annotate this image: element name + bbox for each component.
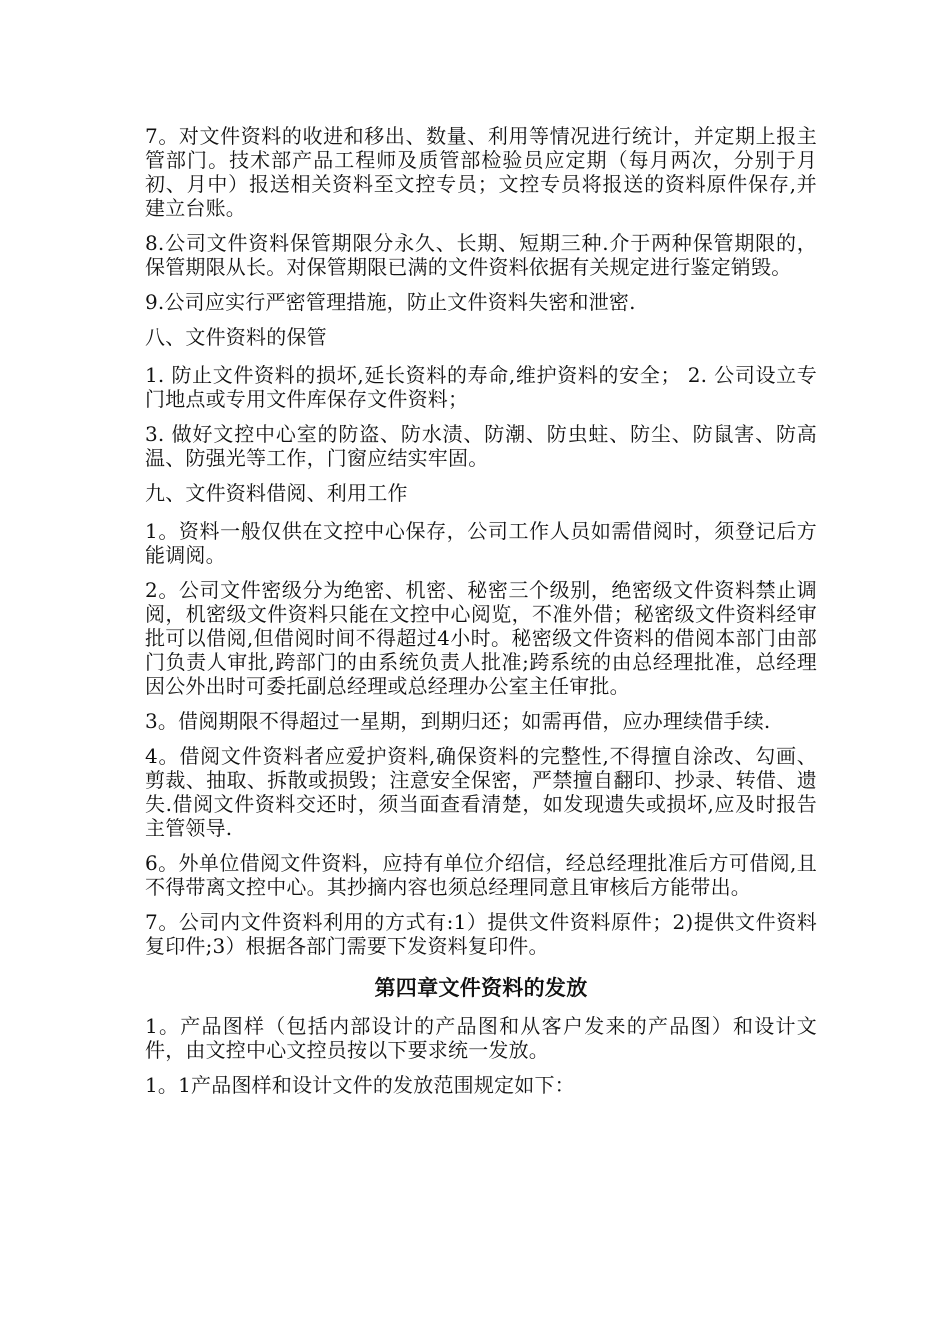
paragraph-borrow-6: 6。外单位借阅文件资料，应持有单位介绍信，经总经理批准后方可借阅,且不得带离文控中心。其抄摘内容也须总经理同意且审核后方能带出。 [145, 851, 817, 899]
paragraph-8-retention-period: 8.公司文件资料保管期限分永久、长期、短期三种.介于两种保管期限的，保管期限从长。对保管期限已满的文件资料依据有关规定进行鉴定销毁。 [145, 231, 817, 279]
paragraph-borrow-2: 2。公司文件密级分为绝密、机密、秘密三个级别，绝密级文件资料禁止调阅，机密级文件资料只能在文控中心阅览，不准外借；秘密级文件资料经审批可以借阅,但借阅时间不得超过4小时。秘密级文件资料的借阅本部门由部门负责人审批,跨部门的由系统负责人批准;跨系统的由总经理批准，总经理因公外出时可委托副总经理或总经理办公室主任审批。 [145, 578, 817, 698]
paragraph-distribution-1: 1。产品图样（包括内部设计的产品图和从客户发来的产品图）和设计文件，由文控中心文控员按以下要求统一发放。 [145, 1014, 817, 1062]
paragraph-borrow-1: 1。资料一般仅供在文控中心保存，公司工作人员如需借阅时，须登记后方能调阅。 [145, 519, 817, 567]
section-heading-8: 八、文件资料的保管 [145, 325, 327, 349]
paragraph-7-statistics: 7。对文件资料的收进和移出、数量、利用等情况进行统计，并定期上报主管部门。技术部产品工程师及质管部检验员应定期（每月两次，分别于月初、月中）报送相关资料至文控专员；文控专员将报送的资料原件保存,并建立台账。 [145, 124, 817, 220]
paragraph-9-confidentiality: 9.公司应实行严密管理措施，防止文件资料失密和泄密. [145, 290, 636, 314]
chapter-title: 第四章文件资料的发放 [374, 976, 588, 1000]
paragraph-borrow-4: 4。借阅文件资料者应爱护资料,确保资料的完整性,不得擅自涂改、勾画、剪裁、抽取、拆散或损毁；注意安全保密，严禁擅自翻印、抄录、转借、遗失.借阅文件资料交还时，须当面查看清楚，如发现遗失或损坏,应及时报告主管领导. [145, 744, 817, 840]
paragraph-storage-1-2: 1. 防止文件资料的损坏,延长资料的寿命,维护资料的安全； 2. 公司设立专门地点或专用文件库保存文件资料； [145, 363, 817, 411]
section-heading-9: 九、文件资料借阅、利用工作 [145, 481, 408, 505]
paragraph-storage-3: 3. 做好文控中心室的防盗、防水渍、防潮、防虫蛀、防尘、防鼠害、防高温、防强光等工作，门窗应结实牢固。 [145, 422, 817, 470]
paragraph-distribution-1-1: 1。1产品图样和设计文件的发放范围规定如下： [145, 1073, 575, 1097]
paragraph-borrow-7: 7。公司内文件资料利用的方式有:1）提供文件资料原件；2)提供文件资料复印件;3）根据各部门需要下发资料复印件。 [145, 910, 817, 958]
document-page [145, 124, 817, 1108]
paragraph-borrow-3: 3。借阅期限不得超过一星期，到期归还；如需再借，应办理续借手续. [145, 709, 771, 733]
